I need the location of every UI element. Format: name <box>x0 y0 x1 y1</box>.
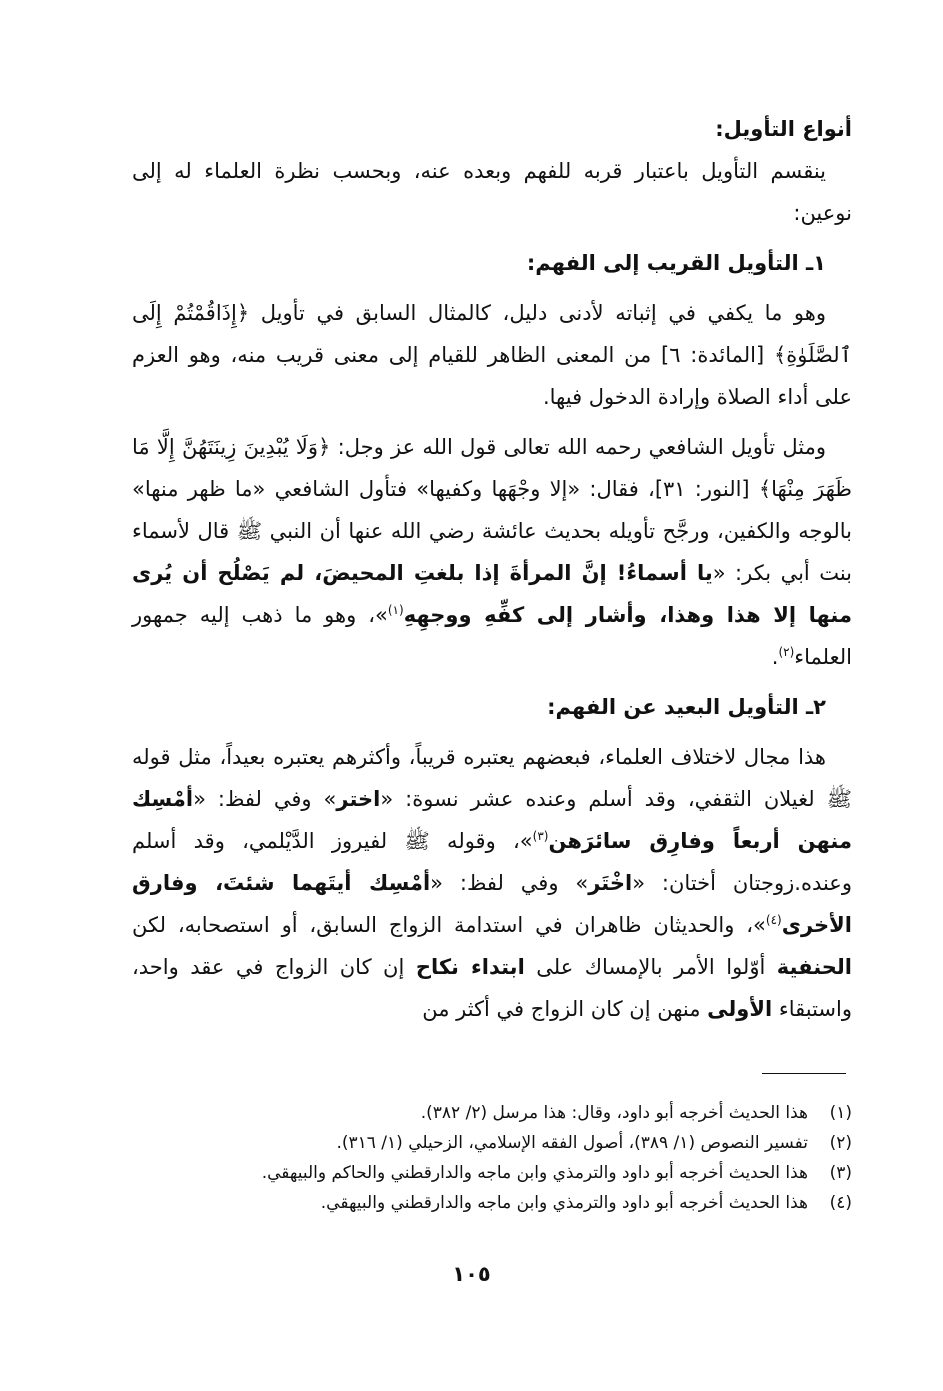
intro-paragraph: ينقسم التأويل باعتبار قربه للفهم وبعده عنه، وبحسب نظرة العلماء له إلى نوعين: <box>132 159 852 225</box>
footnote-text: هذا الحديث أخرجه أبو داود والترمذي وابن ماجه والدارقطني والبيهقي. <box>320 1193 808 1213</box>
footnote-item <box>132 1188 852 1218</box>
page-number: ١٠٥ <box>452 1262 491 1286</box>
footnotes <box>132 1098 852 1218</box>
hadith-asma: يا أسماءُ! إنَّ المرأةَ إذا بلغتِ المحيضَ، لم يَصْلُح أن يُرى منها إلا هذا وهذا، وأشار إلى كفِّهِ ووجهِهِ <box>132 561 852 627</box>
footnote-text: هذا الحديث أخرجه أبو داود والترمذي وابن ماجه والدارقطني والحاكم والبيهقي. <box>261 1163 808 1183</box>
footnote-number: (٤) <box>829 1193 852 1213</box>
footnote-ref-2: (٢) <box>778 645 795 659</box>
section2-heading: ٢ـ التأويل البعيد عن الفهم: <box>547 695 826 719</box>
footnote-ref-1: (١) <box>387 603 404 617</box>
footnote-separator <box>762 1073 846 1074</box>
footnote-item <box>132 1098 852 1128</box>
footnote-number: (٢) <box>829 1133 852 1153</box>
hadith-ghaylan: أمْسِك منهن أربعاً وفارِق سائرَهن <box>132 787 852 853</box>
footnote-item <box>132 1158 852 1188</box>
footnote-item <box>132 1128 852 1158</box>
section1-heading: ١ـ التأويل القريب إلى الفهم: <box>526 251 826 275</box>
footnote-ref-3: (٣) <box>532 829 549 843</box>
page-title: أنواع التأويل: <box>715 117 852 141</box>
section2-paragraph: هذا مجال لاختلاف العلماء، فبعضهم يعتبره قريباً، وأكثرهم يعتبره بعيداً، مثل قوله ﷺ لغيلان الثقفي، وقد أسلم وعنده عشر نسوة: «اختر» وفي لفظ: «أمْسِك منهن أربعاً وفارِق سائرَهن$^{(٣)}$»، وقوله ﷺ لفيروز الدَّيْلمي، وقد أسلم وعنده.زوجتان أختان: «اخْتَر» وفي لفظ: «أمْسِك أيتَهما شئتَ، وفارق الأخرى$^{(٤)}$»، والحديثان ظاهران في استدامة الزواج السابق، أو استصحابه، لكن الحنفية أوّلوا الأمر بالإمساك على ابتداء نكاح إن كان الزواج في عقد واحد، واستبقاء الأولى منهن إن كان الزواج في أكثر من <box>132 745 853 1021</box>
footnote-number: (١) <box>829 1103 852 1123</box>
main-text <box>132 108 852 1030</box>
section1-paragraph1: وهو ما يكفي في إثباته لأدنى دليل، كالمثال السابق في تأويل ﴿إِذَاقُمْتُمْ إِلَى ٱلصَّلَوٰةِ﴾ [المائدة: ٦] من المعنى الظاهر للقيام إلى معنى قريب منه، وهو العزم على أداء الصلاة وإرادة الدخول فيها. <box>132 301 852 409</box>
footnote-text: هذا الحديث أخرجه أبو داود، وقال: هذا مرسل (٢/ ٣٨٢). <box>420 1103 808 1123</box>
section1-paragraph2: ومثل تأويل الشافعي رحمه الله تعالى قول الله عز وجل: ﴿وَلَا يُبْدِينَ زِينَتَهُنَّ إِلَّا مَا ظَهَرَ مِنْهَا﴾ [النور: ٣١]، فقال: «إلا وجْهَها وكفيها» فتأول الشافعي «ما ظهر منها» بالوجه والكفين، ورجَّح تأويله بحديث عائشة رضي الله عنها أن النبي ﷺ قال لأسماء بنت أبي بكر: «يا أسماءُ! إنَّ المرأةَ إذا بلغتِ المحيضَ، لم يَصْلُح أن يُرى منها إلا هذا وهذا، وأشار إلى كفِّهِ ووجهِهِ$^{(١)}$»، وهو ما ذهب إليه جمهور العلماء$^{(٢)}$. <box>132 435 852 669</box>
hadith-fayruz: أمْسِك أيتَهما شئتَ، وفارق الأخرى <box>132 871 852 937</box>
footnote-number: (٣) <box>829 1163 852 1183</box>
footnote-text: تفسير النصوص (١/ ٣٨٩)، أصول الفقه الإسلامي، الزحيلي (١/ ٣١٦). <box>336 1133 808 1153</box>
footnote-ref-4: (٤) <box>765 913 782 927</box>
